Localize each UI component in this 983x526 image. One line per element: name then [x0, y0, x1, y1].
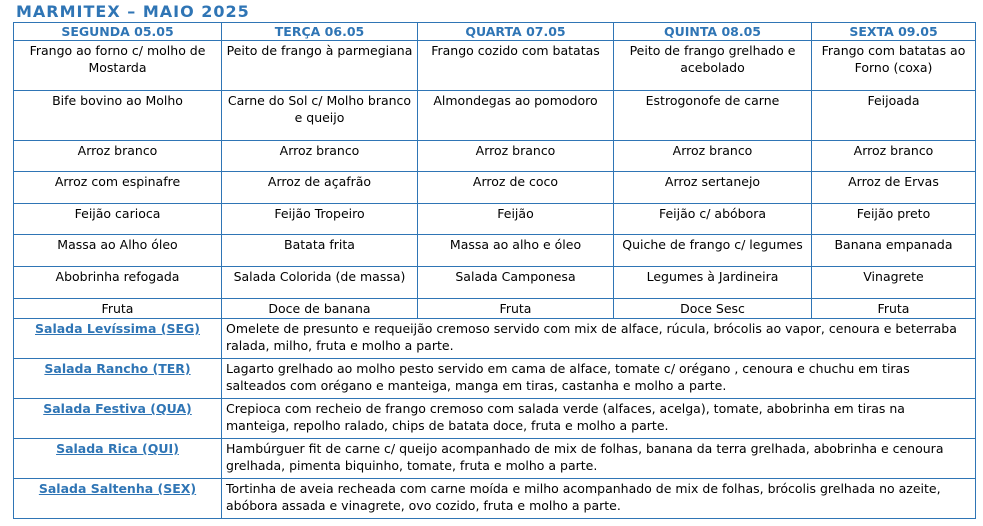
salad-row: [14, 319, 976, 359]
menu-cell: Carne do Sol c/ Molho branco e queijo: [222, 91, 418, 141]
menu-row: [14, 172, 976, 204]
menu-row: [14, 91, 976, 141]
salad-description: Omelete de presunto e requeijão cremoso servido com mix de alface, rúcula, brócolis ao vapor, cenoura e beterraba ralada, milho, fruta e molho a parte.: [222, 319, 976, 359]
menu-cell: Fruta: [418, 299, 614, 319]
salad-row: [14, 439, 976, 479]
menu-cell: Arroz branco: [614, 141, 812, 172]
menu-cell: Massa ao alho e óleo: [418, 235, 614, 267]
menu-cell: Doce Sesc: [614, 299, 812, 319]
salad-description: Hambúrguer fit de carne c/ queijo acompanhado de mix de folhas, banana da terra grelhada, abobrinha e cenoura grelhada, pimenta biquinho, tomate, fruta e molho a parte.: [222, 439, 976, 479]
day-header: QUINTA 08.05: [614, 23, 812, 41]
menu-cell: Feijão c/ abóbora: [614, 204, 812, 235]
menu-row: [14, 204, 976, 235]
menu-cell: Arroz sertanejo: [614, 172, 812, 204]
salad-name: Salada Saltenha (SEX): [14, 479, 222, 519]
day-header: SEGUNDA 05.05: [14, 23, 222, 41]
menu-row: [14, 267, 976, 299]
page-title: MARMITEX – MAIO 2025: [16, 2, 250, 21]
day-header: TERÇA 06.05: [222, 23, 418, 41]
menu-cell: Salada Camponesa: [418, 267, 614, 299]
menu-cell: Arroz com espinafre: [14, 172, 222, 204]
menu-cell: Massa ao Alho óleo: [14, 235, 222, 267]
salad-row: [14, 399, 976, 439]
menu-cell: Arroz de açafrão: [222, 172, 418, 204]
menu-cell: Arroz branco: [222, 141, 418, 172]
salad-name: Salada Levíssima (SEG): [14, 319, 222, 359]
menu-cell: Fruta: [812, 299, 976, 319]
day-header: QUARTA 07.05: [418, 23, 614, 41]
day-header: SEXTA 09.05: [812, 23, 976, 41]
menu-cell: Frango cozido com batatas: [418, 41, 614, 91]
menu-cell: Bife bovino ao Molho: [14, 91, 222, 141]
menu-cell: Feijão: [418, 204, 614, 235]
day-header-row: [14, 23, 976, 41]
menu-cell: Arroz branco: [812, 141, 976, 172]
menu-row: [14, 235, 976, 267]
menu-cell: Arroz branco: [418, 141, 614, 172]
menu-row: [14, 141, 976, 172]
menu-table: [13, 22, 976, 519]
menu-cell: Feijoada: [812, 91, 976, 141]
menu-cell: Fruta: [14, 299, 222, 319]
menu-cell: Arroz de coco: [418, 172, 614, 204]
menu-cell: Feijão carioca: [14, 204, 222, 235]
menu-cell: Frango com batatas ao Forno (coxa): [812, 41, 976, 91]
menu-cell: Arroz branco: [14, 141, 222, 172]
menu-cell: Salada Colorida (de massa): [222, 267, 418, 299]
menu-cell: Banana empanada: [812, 235, 976, 267]
menu-cell: Feijão preto: [812, 204, 976, 235]
menu-cell: Doce de banana: [222, 299, 418, 319]
salad-name: Salada Rica (QUI): [14, 439, 222, 479]
menu-row: [14, 41, 976, 91]
menu-cell: Peito de frango à parmegiana: [222, 41, 418, 91]
menu-cell: Legumes à Jardineira: [614, 267, 812, 299]
salad-name: Salada Rancho (TER): [14, 359, 222, 399]
menu-cell: Abobrinha refogada: [14, 267, 222, 299]
salad-row: [14, 479, 976, 519]
menu-cell: Frango ao forno c/ molho de Mostarda: [14, 41, 222, 91]
menu-cell: Estrogonofe de carne: [614, 91, 812, 141]
menu-cell: Arroz de Ervas: [812, 172, 976, 204]
menu-cell: Almondegas ao pomodoro: [418, 91, 614, 141]
salad-description: Crepioca com recheio de frango cremoso com salada verde (alfaces, acelga), tomate, abobrinha em tiras na manteiga, repolho ralado, chips de batata doce, fruta e molho a parte.: [222, 399, 976, 439]
menu-cell: Batata frita: [222, 235, 418, 267]
menu-cell: Peito de frango grelhado e acebolado: [614, 41, 812, 91]
salad-row: [14, 359, 976, 399]
menu-cell: Quiche de frango c/ legumes: [614, 235, 812, 267]
menu-row: [14, 299, 976, 319]
menu-cell: Vinagrete: [812, 267, 976, 299]
salad-name: Salada Festiva (QUA): [14, 399, 222, 439]
menu-cell: Feijão Tropeiro: [222, 204, 418, 235]
salad-description: Lagarto grelhado ao molho pesto servido em cama de alface, tomate c/ orégano , cenoura e chuchu em tiras salteados com orégano e manteiga, manga em tiras, castanha e molho a parte.: [222, 359, 976, 399]
salad-description: Tortinha de aveia recheada com carne moída e milho acompanhado de mix de folhas, brócolis grelhada no azeite, abóbora assada e vinagrete, ovo cozido, fruta e molho a parte.: [222, 479, 976, 519]
